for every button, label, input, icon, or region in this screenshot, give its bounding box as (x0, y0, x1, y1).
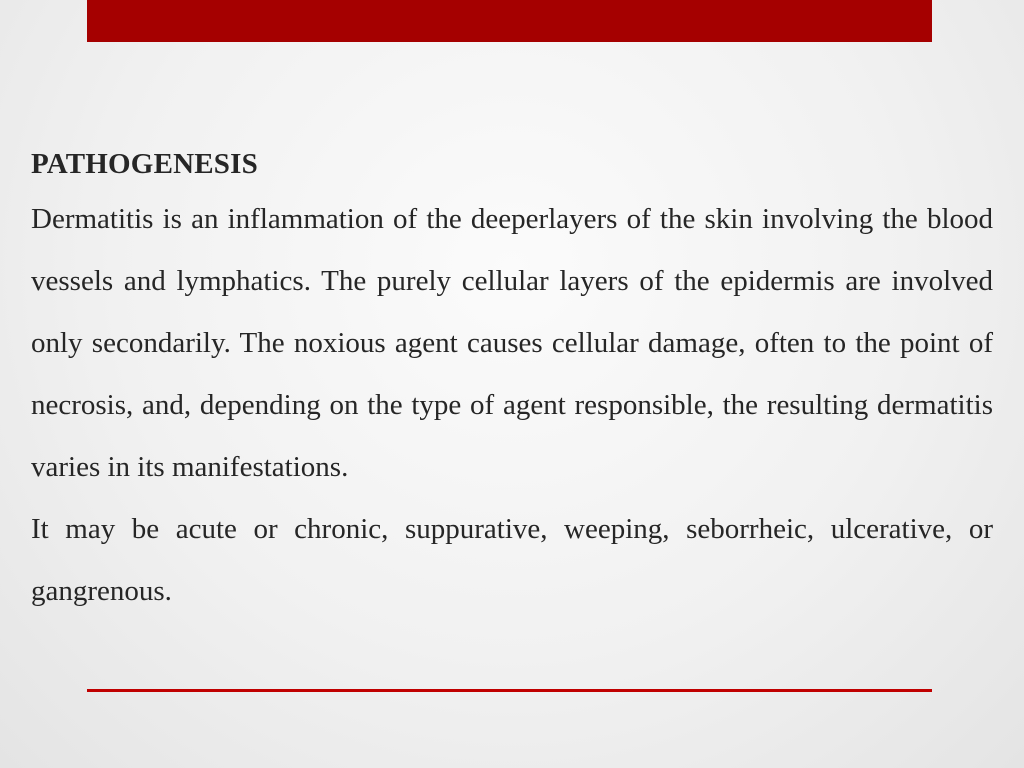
slide-content (31, 140, 993, 622)
slide-heading: PATHOGENESIS (31, 148, 258, 180)
bottom-divider (87, 689, 932, 692)
body-paragraph-2: It may be acute or chronic, suppurative, weeping, seborrheic, ulcerative, or gangrenous. (31, 513, 993, 607)
body-paragraph-1: Dermatitis is an inflammation of the deeperlayers of the skin involving the blood vessels and lymphatics. The purely cellular layers of the epidermis are involved only secondarily. The noxious agent causes cellular damage, often to the point of necrosis, and, depending on the type of agent responsible, the resulting dermatitis varies in its manifestations. (31, 203, 993, 483)
top-accent-bar (87, 0, 932, 42)
